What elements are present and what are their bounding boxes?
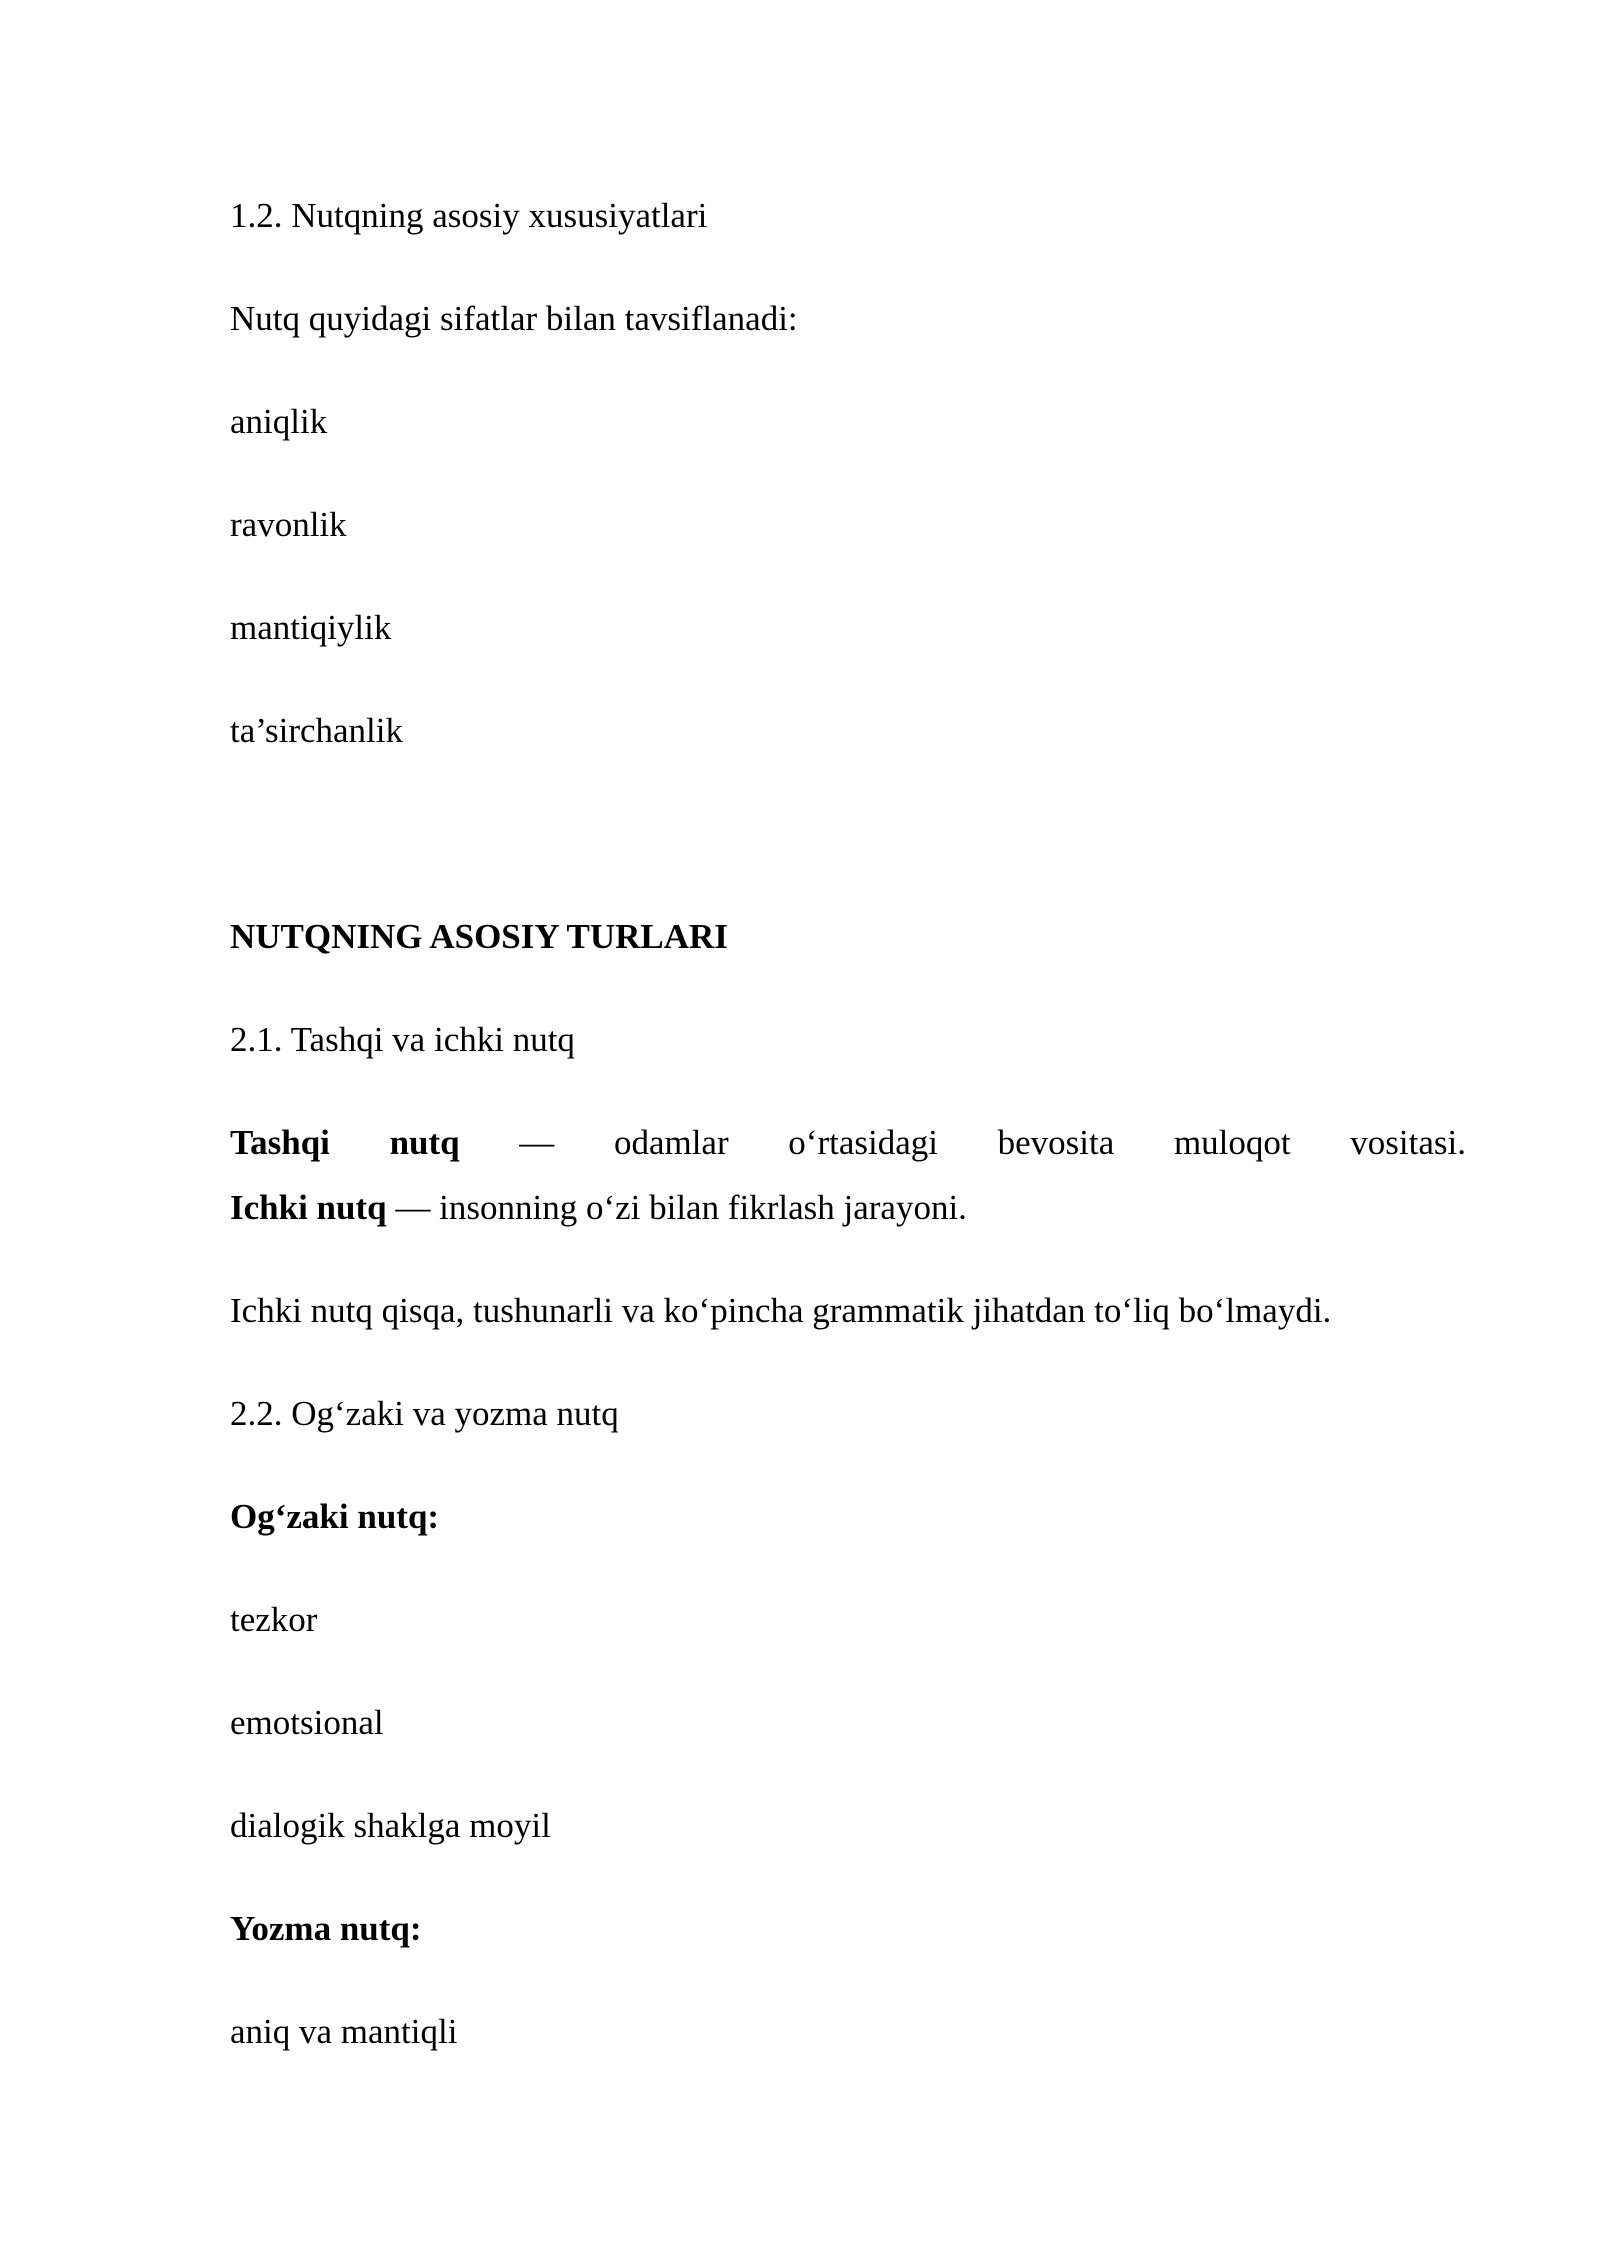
justified-word: odamlar bbox=[613, 1123, 729, 1162]
justified-word: — bbox=[519, 1123, 555, 1162]
justified-word: vositasi. bbox=[1350, 1123, 1466, 1162]
outer-speech-definition bbox=[230, 1120, 1466, 1166]
written-speech-label: Yozma nutq: bbox=[230, 1909, 422, 1948]
justified-word: bevosita bbox=[997, 1123, 1115, 1162]
oral-speech-label: Og‘zaki nutq: bbox=[230, 1497, 440, 1536]
justified-word: Tashqi bbox=[230, 1123, 330, 1162]
section-heading-2-1: 2.1. Tashqi va ichki nutq bbox=[230, 1020, 575, 1059]
justified-word: nutq bbox=[389, 1123, 460, 1162]
oral-speech-item: dialogik shaklga moyil bbox=[230, 1806, 551, 1845]
section-heading-2-2: 2.2. Og‘zaki va yozma nutq bbox=[230, 1394, 619, 1433]
oral-speech-item: tezkor bbox=[230, 1600, 318, 1639]
quality-item: aniqlik bbox=[230, 402, 328, 441]
quality-item: ta’sirchanlik bbox=[230, 711, 404, 750]
inner-speech-term: Ichki nutq bbox=[230, 1188, 387, 1227]
qualities-intro: Nutq quyidagi sifatlar bilan tavsiflanadi: bbox=[230, 299, 798, 338]
quality-item: mantiqiylik bbox=[230, 608, 392, 647]
quality-item: ravonlik bbox=[230, 505, 347, 544]
section-heading-1-2: 1.2. Nutqning asosiy xususiyatlari bbox=[230, 196, 708, 235]
inner-speech-definition bbox=[230, 1185, 967, 1231]
inner-speech-description: — insonning o‘zi bilan fikrlash jarayoni. bbox=[386, 1188, 967, 1227]
oral-speech-item: emotsional bbox=[230, 1703, 384, 1742]
written-speech-item: aniq va mantiqli bbox=[230, 2012, 458, 2051]
inner-speech-note: Ichki nutq qisqa, tushunarli va ko‘pincha grammatik jihatdan to‘liq bo‘lmaydi. bbox=[230, 1291, 1332, 1330]
justified-word: o‘rtasidagi bbox=[788, 1123, 938, 1162]
justified-word: muloqot bbox=[1173, 1123, 1291, 1162]
chapter-title: NUTQNING ASOSIY TURLARI bbox=[230, 917, 728, 956]
